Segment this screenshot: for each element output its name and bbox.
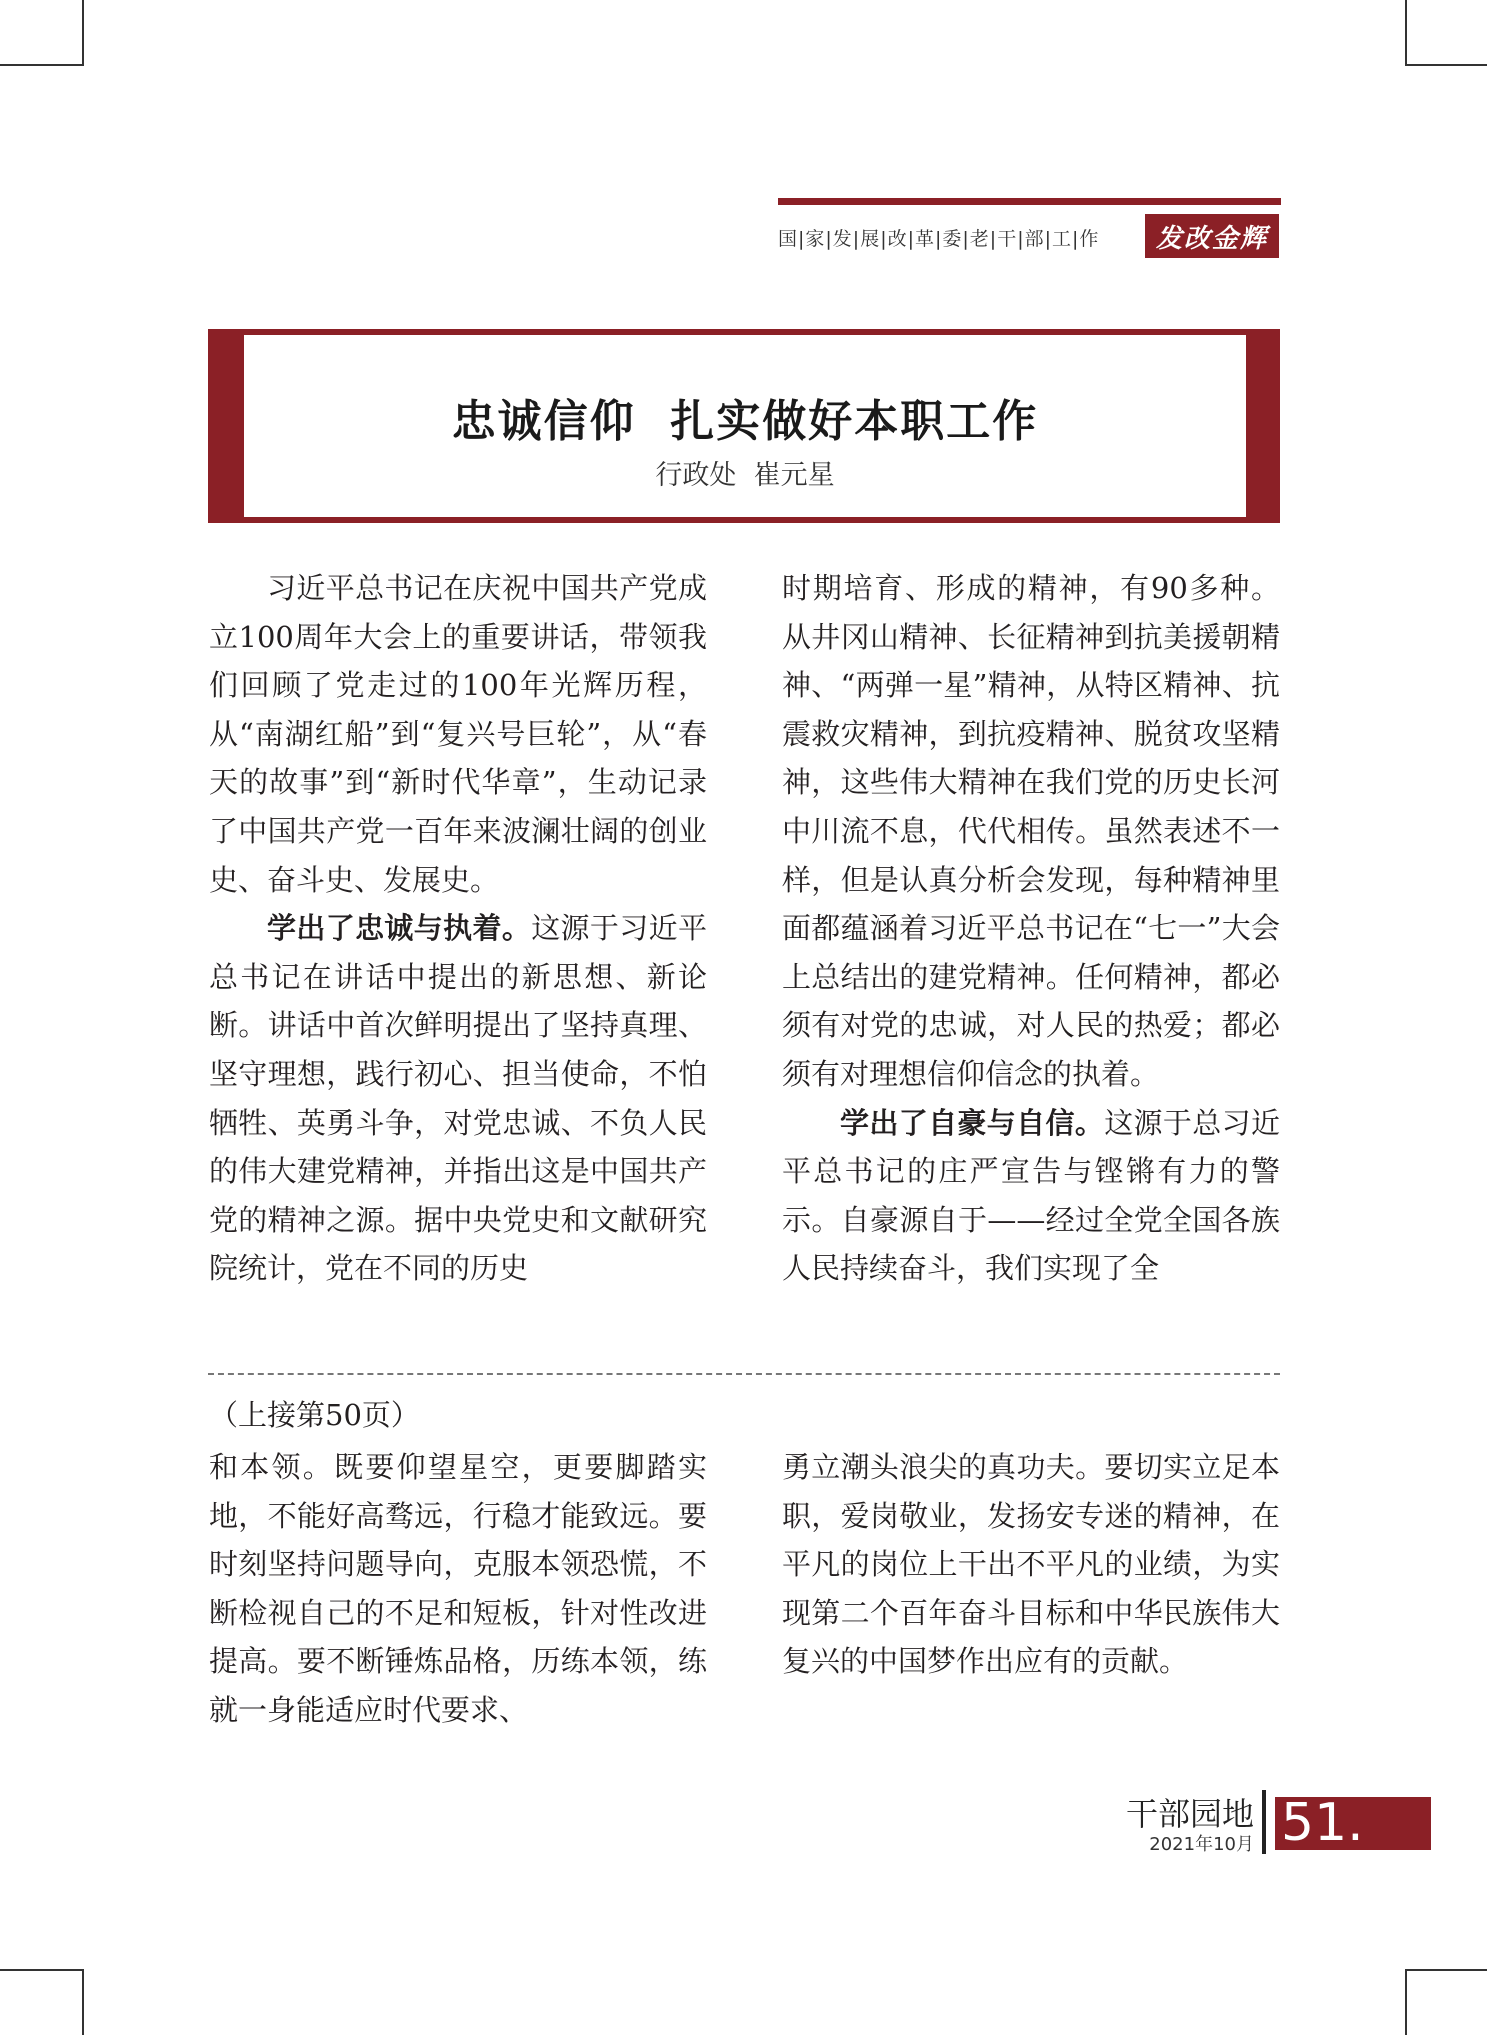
paragraph [209, 904, 707, 1293]
paragraph: 习近平总书记在庆祝中国共产党成立100周年大会上的重要讲话，带领我们回顾了党走过的100年光辉历程，从“南湖红船”到“复兴号巨轮”，从“春天的故事”到“新时代华章”，生动记录了中国共产党一百年来波澜壮阔的创业史、奋斗史、发展史。 [209, 571, 707, 897]
crop-mark [1407, 1969, 1487, 1971]
paragraph-lead: 学出了忠诚与执着。 [267, 911, 532, 946]
crop-mark [0, 64, 82, 66]
crop-mark [1405, 1969, 1407, 2035]
header-rule [778, 198, 1281, 205]
section-divider [208, 1373, 1280, 1375]
title-frame [208, 329, 1280, 523]
paragraph: 和本领。既要仰望星空，更要脚踏实地，不能好高骛远，行稳才能致远。要时刻坚持问题导向，克服本领恐慌，不断检视自己的不足和短板，针对性改进提高。要不断锤炼品格，历练本领，练就一身能适应时代要求、 [209, 1450, 707, 1727]
article-author: 行政处 崔元星 [655, 460, 835, 491]
paragraph-lead: 学出了自豪与自信。 [840, 1105, 1105, 1140]
paragraph-body: 这源于总习近平总书记的庄严宣告与铿锵有力的警示。自豪源自于——经过全党全国各族人民持续奋斗，我们实现了全 [782, 1105, 1280, 1286]
article-column-left [209, 564, 707, 1293]
paragraph [782, 1099, 1280, 1293]
paragraph: 时期培育、形成的精神，有90多种。从井冈山精神、长征精神到抗美援朝精神、“两弹一星”精神，从特区精神、抗震救灾精神，到抗疫精神、脱贫攻坚精神，这些伟大精神在我们党的历史长河中川流不息，代代相传。虽然表述不一样，但是认真分析会发现，每种精神里面都蕴涵着习近平总书记在“七一”大会上总结出的建党精神。任何精神，都必须有对党的忠诚，对人民的热爱；都必须有对理想信仰信念的执着。 [782, 571, 1280, 1091]
article-column-right [782, 564, 1280, 1293]
crop-mark [1405, 0, 1407, 66]
crop-mark [82, 0, 84, 66]
header-badge: 发改金辉 [1145, 214, 1279, 258]
issue-date: 2021年10月 [1149, 1834, 1254, 1855]
magazine-name: 干部园地 [1126, 1795, 1255, 1833]
crop-mark [1407, 64, 1487, 66]
paragraph-body: 这源于习近平总书记在讲话中提出的新思想、新论断。讲话中首次鲜明提出了坚持真理、坚守理想，践行初心、担当使命，不怕牺牲、英勇斗争，对党忠诚、不负人民的伟大建党精神，并指出这是中国共产党的精神之源。据中央党史和文献研究院统计，党在不同的历史 [209, 911, 707, 1286]
header-tagline: 国|家|发|展|改|革|委|老|干|部|工|作 [778, 228, 1100, 250]
page-number: 51. [1275, 1797, 1431, 1850]
continuation-column-right [782, 1443, 1280, 1686]
footer-divider [1262, 1790, 1266, 1854]
article-title: 忠诚信仰 扎实做好本职工作 [451, 396, 1039, 447]
crop-mark [82, 1969, 84, 2035]
paragraph: 勇立潮头浪尖的真功夫。要切实立足本职，爱岗敬业，发扬安专迷的精神，在平凡的岗位上干出不平凡的业绩，为实现第二个百年奋斗目标和中华民族伟大复兴的中国梦作出应有的贡献。 [782, 1450, 1280, 1679]
continuation-column-left [209, 1443, 707, 1735]
crop-mark [0, 1969, 82, 1971]
continuation-label: （上接第50页） [209, 1398, 420, 1432]
title-panel [244, 335, 1246, 517]
